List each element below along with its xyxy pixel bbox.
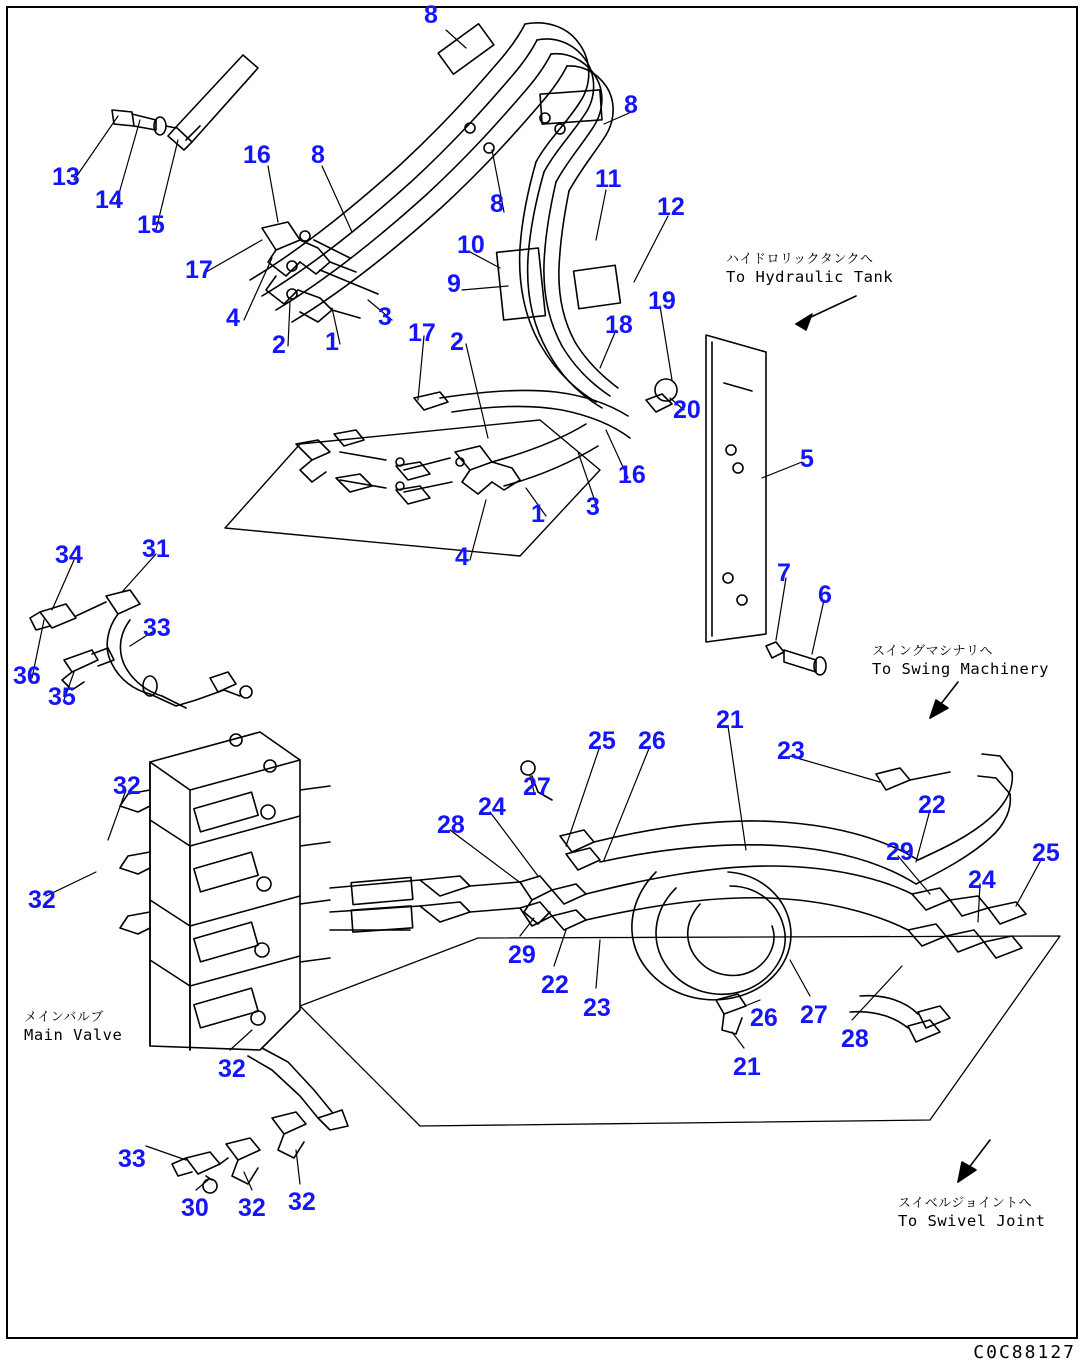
document-id: C0C88127 (973, 1342, 1076, 1363)
annotation-jp-text: メインバルブ (24, 1010, 104, 1025)
annotation-jp-text: ハイドロリックタンクへ (726, 252, 874, 267)
callout-number: 25 (588, 727, 616, 755)
callout-number: 12 (657, 193, 685, 221)
annotation-jp-text: スイングマシナリへ (872, 644, 993, 659)
callout-number: 17 (408, 319, 436, 347)
callout-number: 33 (143, 614, 171, 642)
annotation-main-valve (24, 1010, 122, 1046)
callout-number: 22 (918, 791, 946, 819)
callout-number: 32 (238, 1194, 266, 1222)
callout-number: 4 (455, 543, 469, 571)
callout-number: 29 (508, 941, 536, 969)
callout-number: 32 (113, 772, 141, 800)
callout-number: 32 (28, 886, 56, 914)
callout-number: 22 (541, 971, 569, 999)
callout-number: 3 (378, 303, 392, 331)
callout-number: 9 (447, 270, 461, 298)
callout-number: 17 (185, 256, 213, 284)
callout-number: 8 (311, 141, 325, 169)
callout-number: 10 (457, 231, 485, 259)
callout-number: 11 (595, 165, 622, 193)
callout-number: 16 (618, 461, 646, 489)
annotation-en-text: To Hydraulic Tank (726, 268, 894, 287)
annotation-en-text: To Swing Machinery (872, 660, 1049, 679)
callout-number: 1 (531, 500, 545, 528)
callout-number: 2 (272, 331, 286, 359)
callout-number: 32 (218, 1055, 246, 1083)
callout-number: 2 (450, 328, 464, 356)
callout-number: 20 (673, 396, 701, 424)
callout-number: 34 (55, 541, 83, 569)
callout-number: 24 (478, 793, 506, 821)
annotation-jp-text: スイベルジョイントへ (898, 1196, 1033, 1211)
callout-number: 23 (583, 994, 611, 1022)
callout-number: 27 (800, 1001, 828, 1029)
annotation-to-swing-machinery (872, 644, 1049, 680)
callout-number: 23 (777, 737, 805, 765)
callout-number: 6 (818, 581, 832, 609)
callout-number: 29 (886, 838, 914, 866)
callout-number: 8 (624, 91, 638, 119)
callout-number: 4 (226, 304, 240, 332)
callout-number: 31 (142, 535, 170, 563)
annotation-en-text: To Swivel Joint (898, 1212, 1046, 1231)
callout-number: 32 (288, 1188, 316, 1216)
callout-number: 8 (424, 1, 438, 29)
annotation-en-text: Main Valve (24, 1026, 123, 1045)
callout-number: 28 (437, 811, 465, 839)
callout-number: 18 (605, 311, 633, 339)
callout-number: 16 (243, 141, 271, 169)
callout-number: 24 (968, 866, 996, 894)
callout-number: 3 (586, 493, 600, 521)
callout-number: 26 (638, 727, 666, 755)
callout-number: 30 (181, 1194, 209, 1222)
callout-number: 5 (800, 445, 814, 473)
annotation-to-hydraulic-tank (726, 252, 893, 288)
callout-number: 1 (325, 328, 339, 356)
callout-number: 36 (13, 662, 41, 690)
callout-number: 35 (48, 683, 76, 711)
callout-number: 28 (841, 1025, 869, 1053)
callout-number: 15 (137, 211, 165, 239)
callout-number: 27 (523, 773, 551, 801)
callout-number: 8 (490, 190, 504, 218)
callout-number: 19 (648, 287, 676, 315)
callout-number: 21 (733, 1053, 761, 1081)
annotation-to-swivel-joint (898, 1196, 1045, 1232)
callout-number: 14 (95, 186, 123, 214)
callout-number: 21 (716, 706, 744, 734)
callout-number: 26 (750, 1004, 778, 1032)
callout-number: 25 (1032, 839, 1060, 867)
callout-number: 7 (777, 559, 791, 587)
callout-number: 33 (118, 1145, 146, 1173)
callout-number: 13 (52, 163, 80, 191)
